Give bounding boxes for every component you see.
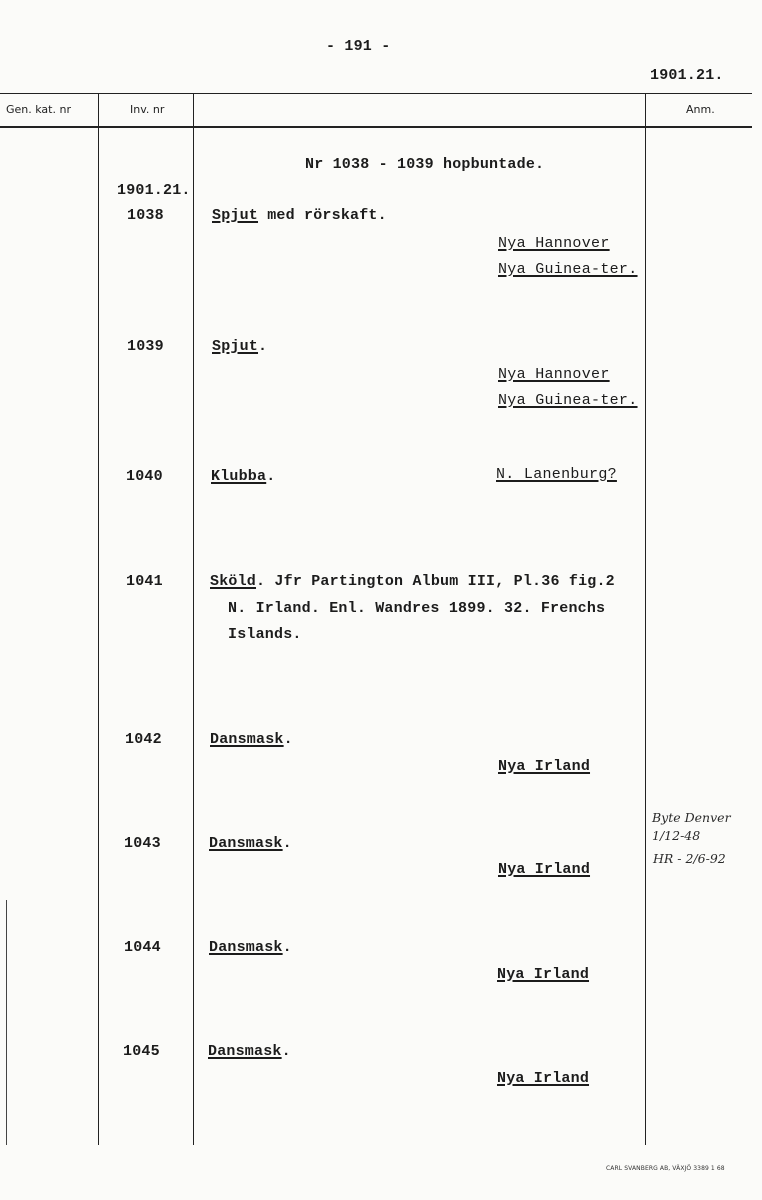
entry-description (212, 338, 267, 355)
object-name: Spjut (212, 338, 259, 355)
bundle-note: Nr 1038 - 1039 hopbuntade. (305, 156, 545, 173)
entry-description (209, 835, 292, 852)
origin-region: Nya Guinea-ter. (498, 392, 638, 409)
object-name: Dansmask (209, 939, 283, 956)
origin-place: Nya Irland (498, 861, 591, 878)
series-number-top: 1901.21. (650, 67, 724, 84)
entry-description (209, 939, 292, 956)
column-header-inv: Inv. nr (130, 103, 165, 116)
description-rest: . (281, 1043, 291, 1060)
object-name: Klubba (211, 468, 267, 485)
handwritten-annotation-line-2: 1/12-48 (652, 828, 701, 843)
inv-number: 1043 (124, 835, 161, 852)
inv-number: 1039 (127, 338, 164, 355)
inv-number: 1041 (126, 573, 163, 590)
inv-number: 1042 (125, 731, 162, 748)
object-name: Dansmask (208, 1043, 282, 1060)
column-divider-3 (645, 93, 646, 1145)
printer-imprint: CARL SVANBERG AB, VÄXJÖ 3389 1 68 (606, 1165, 725, 1172)
entry-description (211, 468, 275, 485)
description-line-2: N. Irland. Enl. Wandres 1899. 32. Frenchs (228, 600, 606, 617)
description-rest: . (282, 835, 292, 852)
column-divider-1 (98, 93, 99, 1145)
column-divider-2 (193, 93, 194, 1145)
origin-place: Nya Hannover (498, 235, 610, 252)
column-header-anm: Anm. (686, 103, 715, 116)
description-line-3: Islands. (228, 626, 302, 643)
left-margin-mark (6, 900, 7, 1145)
description-rest: . (258, 338, 268, 355)
origin-region: Nya Guinea-ter. (498, 261, 638, 278)
series-number: 1901.21. (117, 182, 191, 199)
origin-place: Nya Irland (497, 966, 590, 983)
handwritten-annotation-line-1: Byte Denver (652, 810, 731, 825)
object-name: Dansmask (210, 731, 284, 748)
description-rest: . (283, 731, 293, 748)
object-name: Spjut (212, 207, 259, 224)
header-rule-top (0, 93, 752, 94)
column-header-gen-kat: Gen. kat. nr (6, 103, 71, 116)
inv-number: 1044 (124, 939, 161, 956)
description-rest: . (282, 939, 292, 956)
description-rest: . Jfr Partington Album III, Pl.36 fig.2 (256, 573, 615, 590)
entry-description (210, 731, 293, 748)
entry-description (212, 207, 387, 224)
description-rest: med rörskaft. (258, 207, 387, 224)
origin-place: Nya Irland (498, 758, 591, 775)
entry-description (210, 573, 615, 590)
object-name: Sköld (210, 573, 257, 590)
inv-number: 1040 (126, 468, 163, 485)
inv-number: 1038 (127, 207, 164, 224)
handwritten-annotation-line-3: HR - 2/6-92 (653, 851, 726, 866)
origin-place: Nya Irland (497, 1070, 590, 1087)
origin-place: Nya Hannover (498, 366, 610, 383)
inv-number: 1045 (123, 1043, 160, 1060)
description-rest: . (266, 468, 276, 485)
origin-place: N. Lanenburg? (496, 466, 617, 483)
object-name: Dansmask (209, 835, 283, 852)
entry-description (208, 1043, 291, 1060)
header-rule-bottom (0, 126, 752, 128)
page-number: - 191 - (326, 38, 391, 55)
